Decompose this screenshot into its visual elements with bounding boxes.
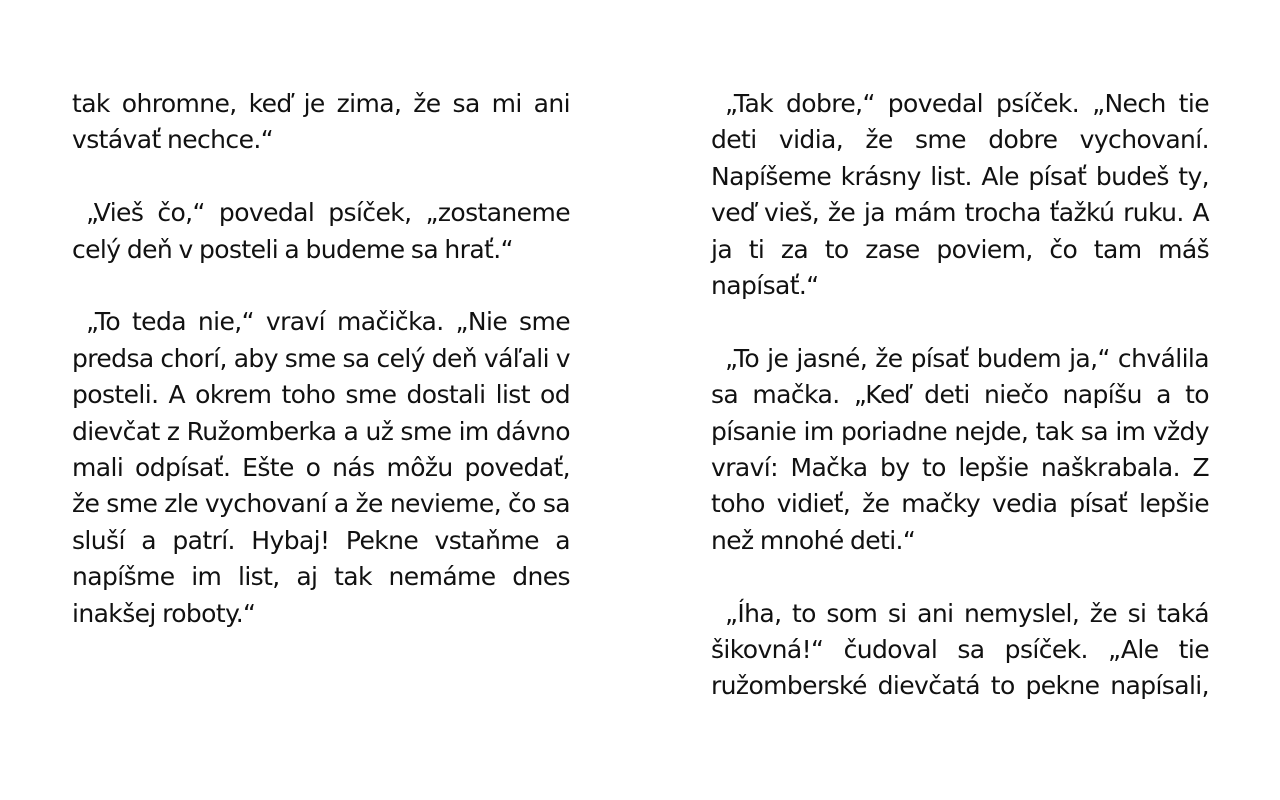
right-paragraph-3: „Íha, to som si ani nemyslel, že si taká šikovná!“ čudoval sa psíček. „Ale tie ružomberské dievčatá to pekne napísali, [711, 598, 1209, 701]
left-paragraph-3: „To teda nie,“ vraví mačička. „Nie sme predsa chorí, aby sme sa celý deň váľali v posteli. A okrem toho sme dostali list od dievčat z Ružomberka a už sme im dávno mali odpísať. Ešte o nás môžu povedať, že sme zle vychovaní a že nevieme, čo sa sluší a patrí. Hybaj! Pekne vstaňme a napíšme im list, aj tak nemáme dnes inakšej roboty.“ [72, 307, 570, 628]
right-paragraph-1: „Tak dobre,“ povedal psíček. „Nech tie deti vidia, že sme dobre vychovaní. Napíšeme krásny list. Ale písať budeš ty, veď vieš, že ja mám trocha ťažkú ruku. A ja ti za to zase poviem, čo tam máš napísať.“ [711, 89, 1209, 301]
left-paragraph-1: tak ohromne, keď je zima, že sa mi ani vstávať nechce.“ [72, 89, 570, 155]
right-page-column [711, 86, 1209, 741]
left-page-column [72, 86, 570, 668]
left-paragraph-2: „Vieš čo,“ povedal psíček, „zostaneme celý deň v posteli a budeme sa hrať.“ [72, 198, 570, 264]
right-paragraph-2: „To je jasné, že písať budem ja,“ chválila sa mačka. „Keď deti niečo napíšu a to písanie im poriadne nejde, tak sa im vždy vraví: Mačka by to lepšie naškrabala. Z toho vidieť, že mačky vedia písať lepšie než mnohé deti.“ [711, 343, 1209, 555]
